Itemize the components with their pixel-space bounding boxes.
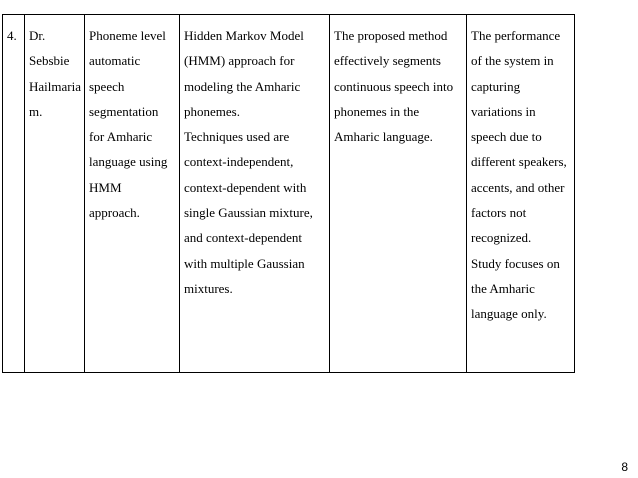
literature-table xyxy=(2,14,631,373)
findings-cell: The proposed method effectively segments continuous speech into phonemes in the Amharic language. xyxy=(330,15,467,373)
row-number-cell: 4. xyxy=(3,15,25,373)
author-cell: Dr. Sebsbie Hailmaria m. xyxy=(25,15,85,373)
title-cell: Phoneme level automatic speech segmentation for Amharic language using HMM approach. xyxy=(85,15,180,373)
methodology-cell: Hidden Markov Model (HMM) approach for modeling the Amharic phonemes. Techniques used are context-independent, context-dependent with single Gaussian mixture, and context-dependent with multiple Gaussian mixtures. xyxy=(180,15,330,373)
table-row xyxy=(3,15,632,373)
limitations-cell: The performance of the system in capturing variations in speech due to different speakers, accents, and other factors not recognized. Study focuses on the Amharic language only. xyxy=(467,15,575,373)
page-number: 8 xyxy=(621,460,628,474)
